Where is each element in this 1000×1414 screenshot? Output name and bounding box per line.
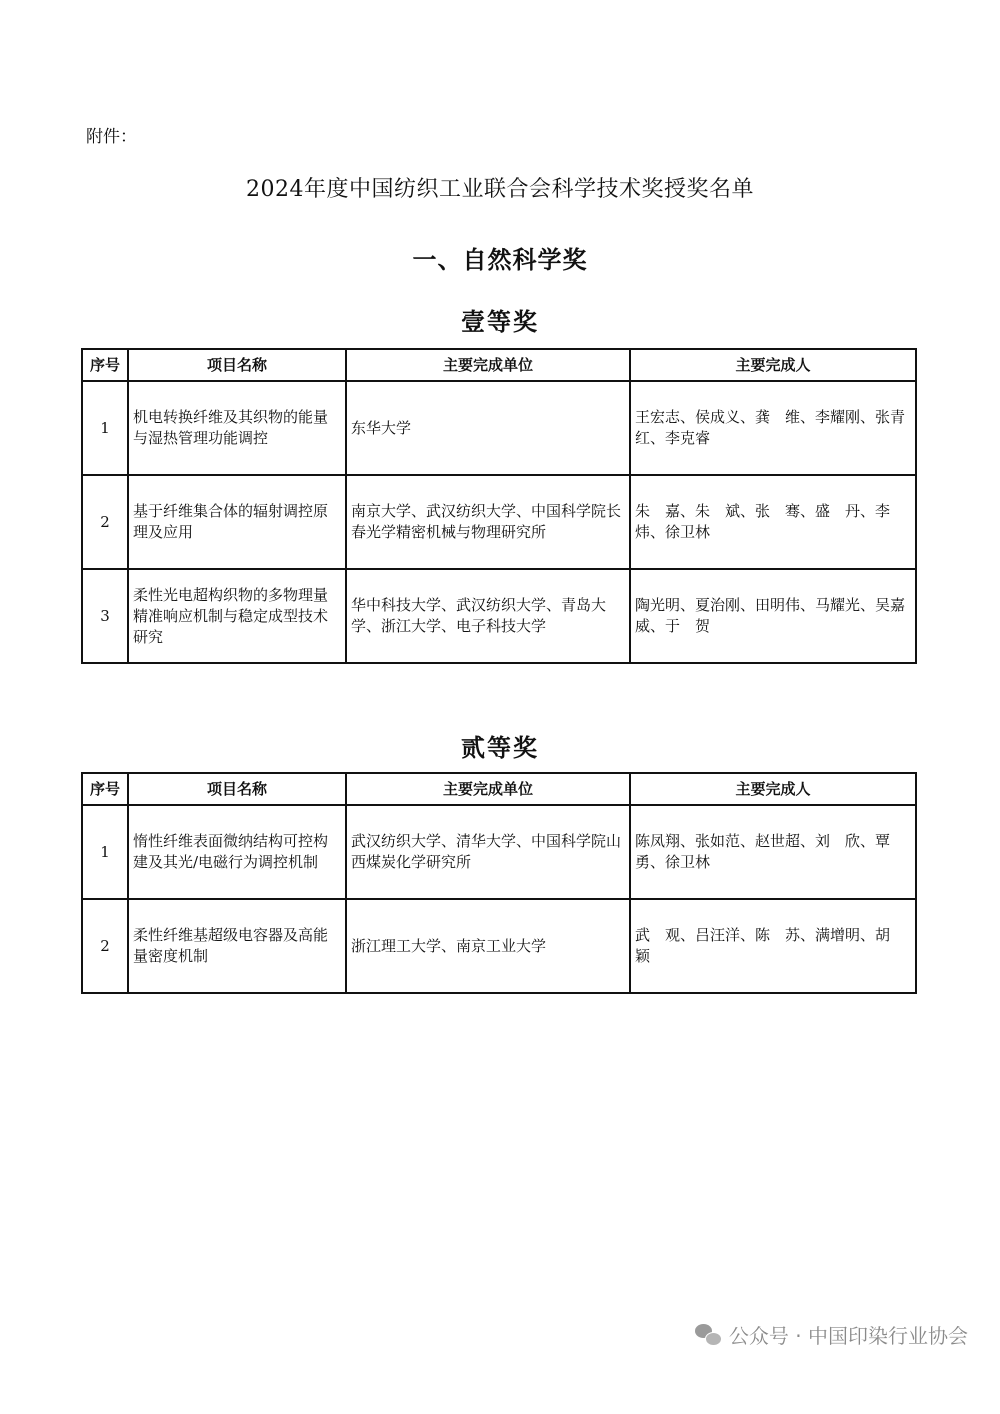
row-people: 王宏志、侯成义、龚 维、李耀刚、张青红、李克睿 xyxy=(630,381,916,475)
row-people: 武 观、吕汪洋、陈 苏、满增明、胡 颖 xyxy=(630,899,916,993)
first-prize-title: 壹等奖 xyxy=(461,307,539,336)
header-units: 主要完成单位 xyxy=(346,349,630,381)
header-no: 序号 xyxy=(82,349,128,381)
document-title: 2024年度中国纺织工业联合会科学技术奖授奖名单 xyxy=(246,177,754,202)
header-people: 主要完成人 xyxy=(630,349,916,381)
row-no: 1 xyxy=(82,805,128,899)
row-units: 浙江理工大学、南京工业大学 xyxy=(346,899,630,993)
first-prize-table xyxy=(81,348,917,664)
row-project: 惰性纤维表面微纳结构可控构建及其光/电磁行为调控机制 xyxy=(128,805,346,899)
row-units: 华中科技大学、武汉纺织大学、青岛大学、浙江大学、电子科技大学 xyxy=(346,569,630,663)
table-row xyxy=(82,899,916,993)
row-no: 3 xyxy=(82,569,128,663)
table-row xyxy=(82,381,916,475)
row-people: 陶光明、夏治刚、田明伟、马耀光、吴嘉威、于 贺 xyxy=(630,569,916,663)
table-row xyxy=(82,569,916,663)
header-people: 主要完成人 xyxy=(630,773,916,805)
row-units: 南京大学、武汉纺织大学、中国科学院长春光学精密机械与物理研究所 xyxy=(346,475,630,569)
row-no: 1 xyxy=(82,381,128,475)
watermark-footer xyxy=(695,1320,968,1349)
header-project: 项目名称 xyxy=(128,773,346,805)
attachment-label: 附件： xyxy=(86,127,137,147)
watermark-text: 公众号 · 中国印染行业协会 xyxy=(728,1324,968,1348)
header-no: 序号 xyxy=(82,773,128,805)
section-title: 一、自然科学奖 xyxy=(412,245,588,274)
row-people: 朱 嘉、朱 斌、张 骞、盛 丹、李 炜、徐卫林 xyxy=(630,475,916,569)
row-units: 武汉纺织大学、清华大学、中国科学院山西煤炭化学研究所 xyxy=(346,805,630,899)
second-prize-table xyxy=(81,772,917,994)
row-project: 基于纤维集合体的辐射调控原理及应用 xyxy=(128,475,346,569)
row-project: 机电转换纤维及其织物的能量与湿热管理功能调控 xyxy=(128,381,346,475)
row-no: 2 xyxy=(82,899,128,993)
row-people: 陈凤翔、张如范、赵世超、刘 欣、覃 勇、徐卫林 xyxy=(630,805,916,899)
table-header-row xyxy=(82,773,916,805)
second-prize-title: 贰等奖 xyxy=(461,733,539,762)
table-row xyxy=(82,475,916,569)
row-project: 柔性光电超构织物的多物理量精准响应机制与稳定成型技术研究 xyxy=(128,569,346,663)
row-units: 东华大学 xyxy=(346,381,630,475)
table-row xyxy=(82,805,916,899)
wechat-icon xyxy=(695,1324,721,1346)
row-no: 2 xyxy=(82,475,128,569)
header-project: 项目名称 xyxy=(128,349,346,381)
row-project: 柔性纤维基超级电容器及高能量密度机制 xyxy=(128,899,346,993)
header-units: 主要完成单位 xyxy=(346,773,630,805)
table-header-row xyxy=(82,349,916,381)
